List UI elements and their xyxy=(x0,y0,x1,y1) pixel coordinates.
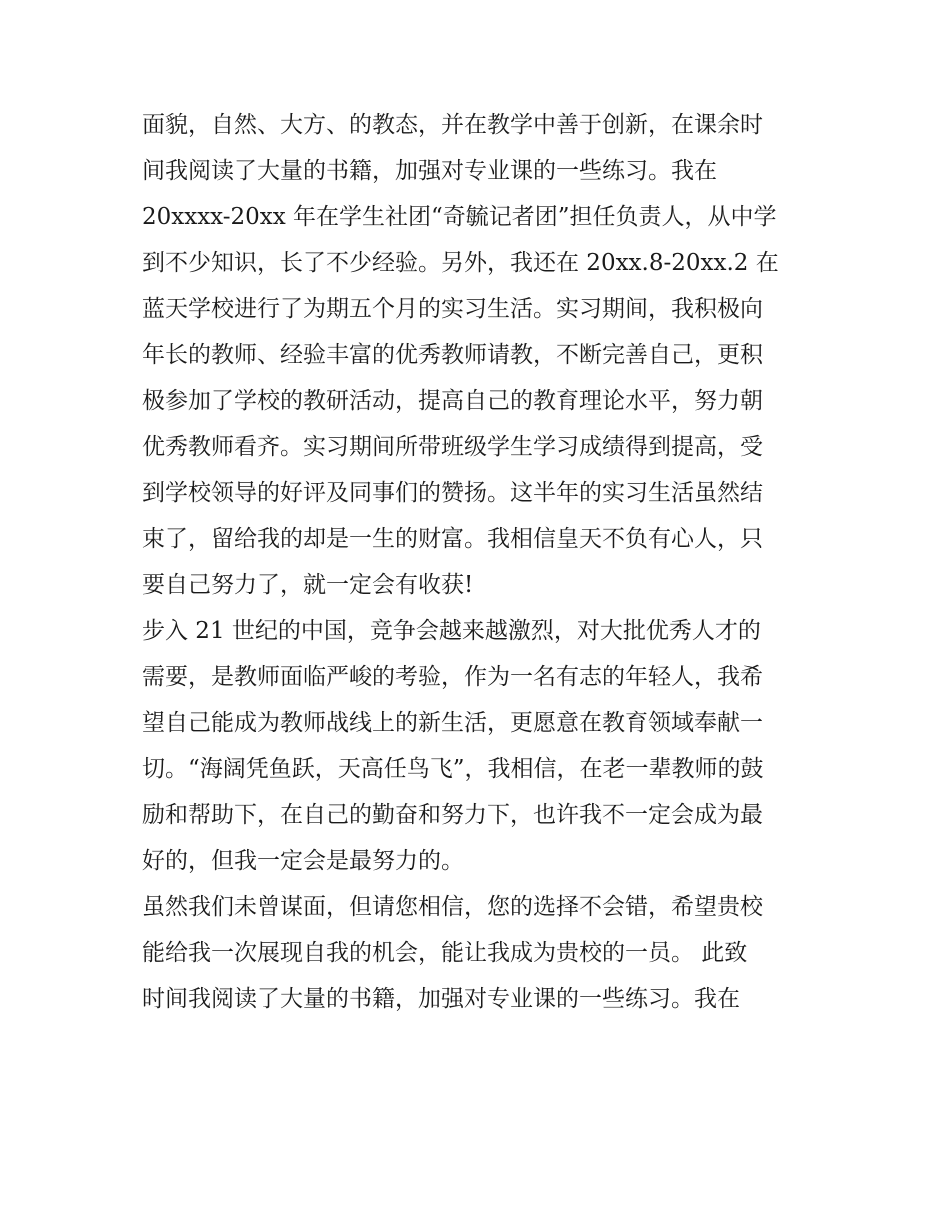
text-line: 年长的教师、经验丰富的优秀教师请教，不断完善自己，更积 xyxy=(142,342,763,368)
text-line: 面貌，自然、大方、的教态，并在教学中善于创新，在课余时 xyxy=(142,112,763,138)
text-line: 要自己努力了，就一定会有收获! xyxy=(142,572,474,598)
text-line: 切。“海阔凭鱼跃，天高任鸟飞”，我相信，在老一辈教师的鼓 xyxy=(142,756,764,782)
text-line: 极参加了学校的教研活动，提高自己的教育理论水平，努力朝 xyxy=(142,388,763,414)
text-line: 望自己能成为教师战线上的新生活，更愿意在教育领域奉献一 xyxy=(142,710,763,736)
text-line: 蓝天学校进行了为期五个月的实习生活。实习期间，我积极向 xyxy=(142,296,763,322)
text-line: 到学校领导的好评及同事们的赞扬。这半年的实习生活虽然结 xyxy=(142,480,763,506)
letter-body xyxy=(142,102,822,1022)
text-line: 虽然我们未曾谋面，但请您相信，您的选择不会错，希望贵校 xyxy=(142,894,763,920)
text-line: 到不少知识，长了不少经验。另外，我还在 20xx.8-20xx.2 在 xyxy=(142,250,779,276)
text-line: 优秀教师看齐。实习期间所带班级学生学习成绩得到提高，受 xyxy=(142,434,763,460)
text-line: 时间我阅读了大量的书籍，加强对专业课的一些练习。我在 xyxy=(142,986,740,1012)
text-line: 励和帮助下，在自己的勤奋和努力下，也许我不一定会成为最 xyxy=(142,802,763,828)
text-line: 20xxxx-20xx 年在学生社团“奇毓记者团”担任负责人，从中学 xyxy=(142,204,777,230)
text-line: 步入 21 世纪的中国，竞争会越来越激烈，对大批优秀人才的 xyxy=(142,618,761,644)
text-line: 需要，是教师面临严峻的考验，作为一名有志的年轻人，我希 xyxy=(142,664,763,690)
text-line: 好的，但我一定会是最努力的。 xyxy=(142,848,464,874)
text-line: 束了，留给我的却是一生的财富。我相信皇天不负有心人，只 xyxy=(142,526,763,552)
text-line: 间我阅读了大量的书籍，加强对专业课的一些练习。我在 xyxy=(142,158,717,184)
text-line: 能给我一次展现自我的机会，能让我成为贵校的一员。 此致 xyxy=(142,940,748,966)
